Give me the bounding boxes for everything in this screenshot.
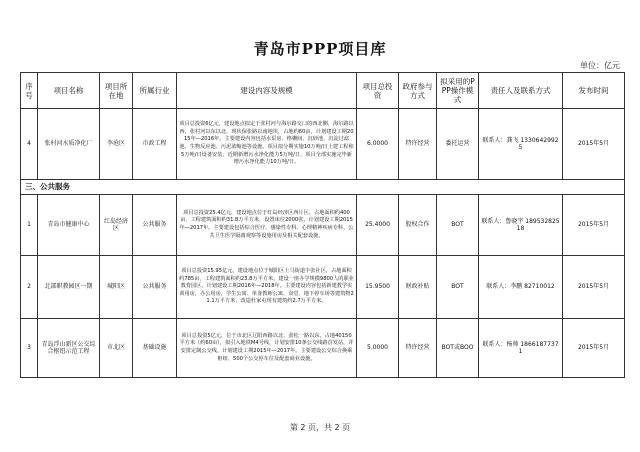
cell-industry: 公共服务 — [133, 195, 177, 256]
cell-name: 青岛市健康中心 — [38, 195, 100, 256]
table-row — [21, 256, 625, 319]
cell-industry: 基础设施 — [133, 319, 177, 378]
cell-name: 张村河水质净化厂 — [38, 109, 100, 180]
cell-release-time: 2015年5月 — [563, 109, 625, 180]
cell-contact: 联系人：杨帅 18661877371 — [479, 319, 563, 378]
cell-investment: 15.9500 — [357, 256, 399, 319]
header-content: 建设内容及规模 — [177, 73, 357, 109]
cell-contact: 联系人：李鹏 82710012 — [479, 256, 563, 319]
cell-investment: 6.0000 — [357, 109, 399, 180]
project-table — [20, 72, 625, 378]
cell-content: 项目总投资5亿元，位于市北区辽阳西路以北、劲松一路以东，占地40150平方米（约60亩），拟引入地铁M4号线，计划安排10条公交线路首发站，并安排定制公交线，计划建设工期2015年—2017年。主要建设公交综合换乘枢纽、500个公交停车位及配套商业设施。 — [177, 319, 357, 378]
header-location: 项目所在地 — [100, 73, 133, 109]
table-row — [21, 319, 625, 378]
cell-release-time: 2015年5月 — [563, 195, 625, 256]
cell-location: 李沧区 — [100, 109, 133, 180]
header-industry: 所属行业 — [133, 73, 177, 109]
section-row — [21, 180, 625, 195]
cell-location: 城阳区 — [100, 256, 133, 319]
cell-gov-role: 特许经营 — [399, 319, 437, 378]
header-no: 序号 — [21, 73, 38, 109]
page-footer: 第 2 页，共 2 页 — [289, 423, 351, 432]
cell-gov-role: 财政补贴 — [399, 256, 437, 319]
cell-name: 青岛浮山新区公交综合枢纽示范工程 — [38, 319, 100, 378]
cell-location: 红岛经济区 — [100, 195, 133, 256]
cell-gov-role: 特许经营 — [399, 109, 437, 180]
cell-content: 项目总投资6亿元，建设地点拟定于张村河与海尔路交口的西北侧，海尔路以西，张村河以东以北，现状保张路以南地块，占地约60亩，计划建设工期2015年—2016年。主要建设内容包括水泵房、格栅间、沉砂池、沉淀过滤池、生物反应池、污泥浓缩池等设施。项目拟分期实施10万吨/日土建工程和5万吨/日设备安装，近期新增污水净化能力5万吨/日，项目全部实施完毕新增污水净化能力10万吨/日。 — [177, 109, 357, 180]
cell-contact: 联系人：龚飞 13306429925 — [479, 109, 563, 180]
header-gov-role: 政府参与方式 — [399, 73, 437, 109]
header-release-time: 发布时间 — [563, 73, 625, 109]
cell-industry: 市政工程 — [133, 109, 177, 180]
cell-investment: 25.4000 — [357, 195, 399, 256]
cell-contact: 联系人：鲁晓宇 18953282518 — [479, 195, 563, 256]
cell-ppp-mode: BOT — [437, 195, 479, 256]
cell-no: 1 — [21, 195, 38, 256]
cell-content: 项目总投资15.95亿元，建设地点位于城阳区上马街道丰张社区，占地面积约785亩，工程建筑面积约23.8万平方米，建设一座办学规模9800人的职业教育园区，计划建设工期2016年—2018年。主要建设内容包括新建教学实训用房，办公用房，学生公寓、单身教师公寓、食堂、地下停车场等建筑物21.1万平方米，改造杜家屯现有建筑约2.7万平方米。 — [177, 256, 357, 319]
header-name: 项目名称 — [38, 73, 100, 109]
unit-label: 单位：亿元 — [580, 61, 620, 70]
cell-location: 市北区 — [100, 319, 133, 378]
table-row — [21, 195, 625, 256]
cell-release-time: 2015年5月 — [563, 256, 625, 319]
header-contact: 责任人及联系方式 — [479, 73, 563, 109]
section-label: 三、公共服务 — [21, 180, 625, 195]
cell-no: 3 — [21, 319, 38, 378]
cell-ppp-mode: BOT或BOO — [437, 319, 479, 378]
cell-ppp-mode: 委托运营 — [437, 109, 479, 180]
table-row — [21, 109, 625, 180]
cell-industry: 公共服务 — [133, 256, 177, 319]
page-title: 青岛市PPP项目库 — [253, 40, 387, 58]
cell-content: 项目总投资25.4亿元，建设地点位于红岛经济区西片区，占地面积约400亩，工程建筑面积约31.8万平方米，设置床位2000张，计划建设工期2015年—2017年。主要建设包括综合医疗、感染性专科、心理精神疾病专科、公共卫生医学隔离观察等设施用房及相关配套设施。 — [177, 195, 357, 256]
cell-name: 北部职教园区一期 — [38, 256, 100, 319]
cell-no: 2 — [21, 256, 38, 319]
cell-gov-role: 股权合作 — [399, 195, 437, 256]
cell-no: 4 — [21, 109, 38, 180]
header-investment: 项目总投资 — [357, 73, 399, 109]
cell-investment: 5.0000 — [357, 319, 399, 378]
cell-release-time: 2015年5月 — [563, 319, 625, 378]
header-ppp-mode: 拟采用的PPP操作模式 — [437, 73, 479, 109]
cell-ppp-mode: BOT — [437, 256, 479, 319]
table-header-row — [21, 73, 625, 109]
